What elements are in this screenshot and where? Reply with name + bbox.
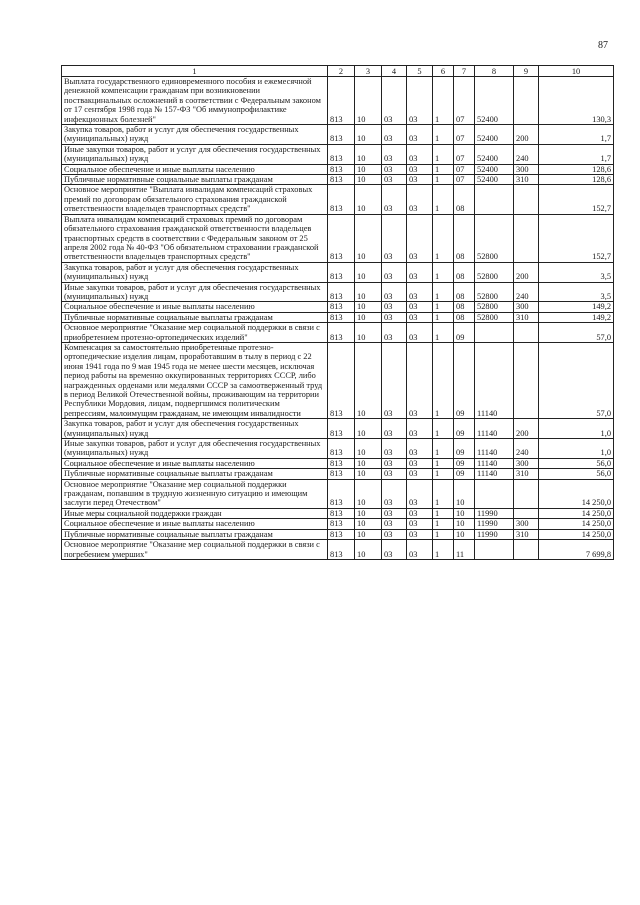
row-code-c7: 08 bbox=[454, 262, 475, 282]
row-code-c9: 300 bbox=[514, 458, 539, 468]
row-code-c5: 03 bbox=[407, 458, 433, 468]
row-code-c4: 03 bbox=[382, 479, 407, 508]
page-number: 87 bbox=[598, 40, 608, 51]
row-code-c8: 11140 bbox=[475, 439, 514, 459]
row-code-c5: 03 bbox=[407, 529, 433, 539]
row-code-c2: 813 bbox=[328, 519, 355, 529]
row-code-c8 bbox=[475, 185, 514, 214]
row-code-c3: 10 bbox=[355, 540, 382, 560]
row-code-c6: 1 bbox=[433, 312, 454, 322]
row-code-c8: 11990 bbox=[475, 508, 514, 518]
row-code-c3: 10 bbox=[355, 439, 382, 459]
row-amount: 14 250,0 bbox=[539, 508, 614, 518]
row-code-c8: 52800 bbox=[475, 282, 514, 302]
row-code-c7: 08 bbox=[454, 302, 475, 312]
table-row bbox=[62, 125, 614, 145]
row-name: Основное мероприятие "Оказание мер социальной поддержки в связи с погребением умерших" bbox=[62, 540, 328, 560]
row-amount: 56,0 bbox=[539, 458, 614, 468]
row-code-c7: 10 bbox=[454, 508, 475, 518]
row-code-c9 bbox=[514, 342, 539, 418]
row-amount: 1,7 bbox=[539, 125, 614, 145]
row-code-c6: 1 bbox=[433, 77, 454, 125]
column-header-3: 3 bbox=[355, 66, 382, 77]
row-code-c7: 09 bbox=[454, 458, 475, 468]
row-code-c7: 08 bbox=[454, 312, 475, 322]
row-code-c7: 07 bbox=[454, 77, 475, 125]
row-code-c7: 07 bbox=[454, 164, 475, 174]
row-name: Выплата инвалидам компенсаций страховых премий по договорам обязательного страхования гражданской ответственности владельцев транспортных средств в соответствии с Федеральным законом от 25 апреля 2002 года № 40-ФЗ "Об обязательном страховании гражданской ответственности владельцев транспортных средств" bbox=[62, 214, 328, 262]
row-amount: 149,2 bbox=[539, 312, 614, 322]
row-code-c6: 1 bbox=[433, 185, 454, 214]
table-row bbox=[62, 164, 614, 174]
table-row bbox=[62, 458, 614, 468]
row-code-c6: 1 bbox=[433, 302, 454, 312]
row-code-c9: 200 bbox=[514, 419, 539, 439]
row-name: Публичные нормативные социальные выплаты гражданам bbox=[62, 469, 328, 479]
table-row bbox=[62, 419, 614, 439]
row-code-c5: 03 bbox=[407, 77, 433, 125]
table-row bbox=[62, 77, 614, 125]
row-amount: 1,0 bbox=[539, 419, 614, 439]
row-amount: 57,0 bbox=[539, 323, 614, 343]
row-code-c9: 300 bbox=[514, 164, 539, 174]
column-header-4: 4 bbox=[382, 66, 407, 77]
row-code-c4: 03 bbox=[382, 282, 407, 302]
row-name: Социальное обеспечение и иные выплаты населению bbox=[62, 302, 328, 312]
row-code-c7: 07 bbox=[454, 144, 475, 164]
row-code-c6: 1 bbox=[433, 540, 454, 560]
row-code-c4: 03 bbox=[382, 469, 407, 479]
row-code-c8: 52800 bbox=[475, 262, 514, 282]
row-code-c5: 03 bbox=[407, 419, 433, 439]
row-code-c7: 10 bbox=[454, 519, 475, 529]
table-row bbox=[62, 342, 614, 418]
row-code-c2: 813 bbox=[328, 323, 355, 343]
table-header bbox=[62, 66, 614, 77]
row-code-c2: 813 bbox=[328, 419, 355, 439]
table-row bbox=[62, 323, 614, 343]
row-code-c2: 813 bbox=[328, 144, 355, 164]
row-amount: 1,7 bbox=[539, 144, 614, 164]
row-code-c9 bbox=[514, 508, 539, 518]
row-code-c4: 03 bbox=[382, 508, 407, 518]
row-code-c6: 1 bbox=[433, 342, 454, 418]
row-code-c9: 300 bbox=[514, 519, 539, 529]
column-header-5: 5 bbox=[407, 66, 433, 77]
row-code-c3: 10 bbox=[355, 77, 382, 125]
row-code-c3: 10 bbox=[355, 282, 382, 302]
row-code-c4: 03 bbox=[382, 458, 407, 468]
row-code-c3: 10 bbox=[355, 185, 382, 214]
row-code-c3: 10 bbox=[355, 262, 382, 282]
row-code-c3: 10 bbox=[355, 175, 382, 185]
row-code-c3: 10 bbox=[355, 323, 382, 343]
row-amount: 149,2 bbox=[539, 302, 614, 312]
row-code-c6: 1 bbox=[433, 282, 454, 302]
row-amount: 14 250,0 bbox=[539, 519, 614, 529]
row-code-c3: 10 bbox=[355, 144, 382, 164]
row-name: Социальное обеспечение и иные выплаты населению bbox=[62, 458, 328, 468]
row-code-c4: 03 bbox=[382, 323, 407, 343]
row-code-c6: 1 bbox=[433, 419, 454, 439]
column-header-1: 1 bbox=[62, 66, 328, 77]
row-code-c5: 03 bbox=[407, 540, 433, 560]
column-header-7: 7 bbox=[454, 66, 475, 77]
row-code-c4: 03 bbox=[382, 519, 407, 529]
row-code-c2: 813 bbox=[328, 214, 355, 262]
row-code-c4: 03 bbox=[382, 302, 407, 312]
column-header-9: 9 bbox=[514, 66, 539, 77]
row-code-c8 bbox=[475, 479, 514, 508]
table-row bbox=[62, 508, 614, 518]
row-code-c4: 03 bbox=[382, 185, 407, 214]
row-code-c5: 03 bbox=[407, 214, 433, 262]
row-code-c2: 813 bbox=[328, 540, 355, 560]
row-code-c9 bbox=[514, 323, 539, 343]
row-name: Закупка товаров, работ и услуг для обеспечения государственных (муниципальных) нужд bbox=[62, 125, 328, 145]
row-amount: 152,7 bbox=[539, 185, 614, 214]
row-code-c5: 03 bbox=[407, 439, 433, 459]
header-row bbox=[62, 66, 614, 77]
row-code-c9 bbox=[514, 214, 539, 262]
row-code-c6: 1 bbox=[433, 469, 454, 479]
row-code-c9: 240 bbox=[514, 144, 539, 164]
row-code-c4: 03 bbox=[382, 214, 407, 262]
row-code-c6: 1 bbox=[433, 214, 454, 262]
row-name: Основное мероприятие "Выплата инвалидам компенсаций страховых премий по договорам обязательного страхования гражданской ответственности владельцев транспортных средств" bbox=[62, 185, 328, 214]
row-code-c3: 10 bbox=[355, 302, 382, 312]
row-code-c4: 03 bbox=[382, 77, 407, 125]
row-code-c2: 813 bbox=[328, 77, 355, 125]
row-code-c2: 813 bbox=[328, 458, 355, 468]
row-code-c9: 240 bbox=[514, 282, 539, 302]
row-name: Иные закупки товаров, работ и услуг для обеспечения государственных (муниципальных) нужд bbox=[62, 144, 328, 164]
row-code-c4: 03 bbox=[382, 540, 407, 560]
row-code-c8: 11140 bbox=[475, 342, 514, 418]
row-code-c2: 813 bbox=[328, 439, 355, 459]
row-code-c7: 11 bbox=[454, 540, 475, 560]
row-code-c5: 03 bbox=[407, 175, 433, 185]
row-code-c4: 03 bbox=[382, 164, 407, 174]
row-name: Основное мероприятие "Оказание мер социальной поддержки в связи с приобретением протезно-ортопедических изделий" bbox=[62, 323, 328, 343]
row-code-c4: 03 bbox=[382, 125, 407, 145]
row-code-c7: 10 bbox=[454, 479, 475, 508]
row-code-c3: 10 bbox=[355, 458, 382, 468]
row-name: Иные закупки товаров, работ и услуг для обеспечения государственных (муниципальных) нужд bbox=[62, 282, 328, 302]
row-code-c6: 1 bbox=[433, 458, 454, 468]
row-code-c8: 52400 bbox=[475, 164, 514, 174]
row-code-c3: 10 bbox=[355, 529, 382, 539]
row-code-c2: 813 bbox=[328, 282, 355, 302]
row-amount: 7 699,8 bbox=[539, 540, 614, 560]
row-code-c9: 310 bbox=[514, 312, 539, 322]
row-name: Социальное обеспечение и иные выплаты населению bbox=[62, 164, 328, 174]
row-code-c6: 1 bbox=[433, 125, 454, 145]
row-code-c8 bbox=[475, 323, 514, 343]
row-code-c4: 03 bbox=[382, 144, 407, 164]
table-row bbox=[62, 439, 614, 459]
row-code-c7: 09 bbox=[454, 469, 475, 479]
row-name: Выплата государственного единовременного пособия и ежемесячной денежной компенсации гражданам при возникновении поствакцинальных осложнений в соответствии с Федеральным законом от 17 сентября 1998 года № 157-ФЗ "Об иммунопрофилактике инфекционных болезней" bbox=[62, 77, 328, 125]
row-code-c2: 813 bbox=[328, 164, 355, 174]
row-code-c5: 03 bbox=[407, 164, 433, 174]
row-code-c3: 10 bbox=[355, 342, 382, 418]
row-amount: 128,6 bbox=[539, 175, 614, 185]
row-code-c6: 1 bbox=[433, 144, 454, 164]
row-amount: 130,3 bbox=[539, 77, 614, 125]
row-code-c6: 1 bbox=[433, 175, 454, 185]
row-code-c3: 10 bbox=[355, 125, 382, 145]
row-code-c9: 310 bbox=[514, 175, 539, 185]
row-code-c5: 03 bbox=[407, 125, 433, 145]
row-code-c9: 240 bbox=[514, 439, 539, 459]
row-code-c6: 1 bbox=[433, 323, 454, 343]
row-code-c8: 11140 bbox=[475, 469, 514, 479]
row-amount: 3,5 bbox=[539, 282, 614, 302]
row-code-c3: 10 bbox=[355, 164, 382, 174]
row-code-c4: 03 bbox=[382, 419, 407, 439]
row-name: Закупка товаров, работ и услуг для обеспечения государственных (муниципальных) нужд bbox=[62, 262, 328, 282]
row-amount: 152,7 bbox=[539, 214, 614, 262]
table-row bbox=[62, 479, 614, 508]
table-row bbox=[62, 185, 614, 214]
row-name: Публичные нормативные социальные выплаты гражданам bbox=[62, 175, 328, 185]
row-code-c8: 11990 bbox=[475, 519, 514, 529]
row-code-c8: 52400 bbox=[475, 77, 514, 125]
row-code-c3: 10 bbox=[355, 214, 382, 262]
row-code-c4: 03 bbox=[382, 529, 407, 539]
row-code-c8 bbox=[475, 540, 514, 560]
row-code-c9 bbox=[514, 185, 539, 214]
row-code-c4: 03 bbox=[382, 439, 407, 459]
row-amount: 1,0 bbox=[539, 439, 614, 459]
budget-table bbox=[61, 65, 614, 560]
row-amount: 57,0 bbox=[539, 342, 614, 418]
row-code-c5: 03 bbox=[407, 312, 433, 322]
row-code-c5: 03 bbox=[407, 144, 433, 164]
row-code-c7: 09 bbox=[454, 323, 475, 343]
row-code-c6: 1 bbox=[433, 519, 454, 529]
row-name: Основное мероприятие "Оказание мер социальной поддержки гражданам, попавшим в трудную жизненную ситуацию и имеющим заслуги перед Отечеством" bbox=[62, 479, 328, 508]
row-code-c9 bbox=[514, 540, 539, 560]
row-code-c7: 10 bbox=[454, 529, 475, 539]
row-name: Иные закупки товаров, работ и услуг для обеспечения государственных (муниципальных) нужд bbox=[62, 439, 328, 459]
row-code-c3: 10 bbox=[355, 479, 382, 508]
row-code-c7: 09 bbox=[454, 342, 475, 418]
table-row bbox=[62, 302, 614, 312]
row-code-c5: 03 bbox=[407, 342, 433, 418]
row-code-c5: 03 bbox=[407, 282, 433, 302]
row-code-c2: 813 bbox=[328, 175, 355, 185]
row-code-c5: 03 bbox=[407, 185, 433, 214]
row-code-c9: 200 bbox=[514, 125, 539, 145]
row-code-c7: 08 bbox=[454, 214, 475, 262]
row-code-c5: 03 bbox=[407, 508, 433, 518]
row-code-c8: 52800 bbox=[475, 302, 514, 312]
row-code-c2: 813 bbox=[328, 529, 355, 539]
table-body bbox=[62, 77, 614, 560]
row-code-c7: 09 bbox=[454, 439, 475, 459]
row-amount: 56,0 bbox=[539, 469, 614, 479]
row-code-c8: 52400 bbox=[475, 144, 514, 164]
table-row bbox=[62, 540, 614, 560]
row-code-c8: 52400 bbox=[475, 125, 514, 145]
row-code-c7: 07 bbox=[454, 125, 475, 145]
table-row bbox=[62, 214, 614, 262]
row-name: Публичные нормативные социальные выплаты гражданам bbox=[62, 312, 328, 322]
row-code-c4: 03 bbox=[382, 312, 407, 322]
column-header-6: 6 bbox=[433, 66, 454, 77]
table-row bbox=[62, 312, 614, 322]
table-row bbox=[62, 262, 614, 282]
row-code-c2: 813 bbox=[328, 302, 355, 312]
row-code-c5: 03 bbox=[407, 323, 433, 343]
row-code-c5: 03 bbox=[407, 519, 433, 529]
row-code-c6: 1 bbox=[433, 529, 454, 539]
table-row bbox=[62, 469, 614, 479]
row-amount: 14 250,0 bbox=[539, 479, 614, 508]
row-code-c4: 03 bbox=[382, 262, 407, 282]
row-code-c2: 813 bbox=[328, 479, 355, 508]
row-code-c6: 1 bbox=[433, 439, 454, 459]
table-row bbox=[62, 175, 614, 185]
row-code-c3: 10 bbox=[355, 469, 382, 479]
row-code-c3: 10 bbox=[355, 519, 382, 529]
column-header-2: 2 bbox=[328, 66, 355, 77]
row-code-c7: 09 bbox=[454, 419, 475, 439]
row-code-c2: 813 bbox=[328, 262, 355, 282]
row-name: Иные меры социальной поддержки граждан bbox=[62, 508, 328, 518]
row-code-c8: 11140 bbox=[475, 458, 514, 468]
row-code-c2: 813 bbox=[328, 469, 355, 479]
row-code-c2: 813 bbox=[328, 125, 355, 145]
row-name: Публичные нормативные социальные выплаты гражданам bbox=[62, 529, 328, 539]
row-code-c6: 1 bbox=[433, 262, 454, 282]
row-name: Компенсация за самостоятельно приобретенные протезно-ортопедические изделия лицам, проработавшим в тылу в период с 22 июня 1941 года по 9 мая 1945 года не менее шести месяцев, исключая период работы на временно оккупированных территориях СССР, либо награжденных орденами или медалями СССР за самоотверженный труд в период Великой Отечественной войны, проживающим на территории Республики Мордовия, лицам, подвергшимся политическим репрессиям, малоимущим гражданам, не имеющим инвалидности bbox=[62, 342, 328, 418]
row-code-c6: 1 bbox=[433, 479, 454, 508]
row-code-c6: 1 bbox=[433, 164, 454, 174]
row-code-c8: 52400 bbox=[475, 175, 514, 185]
row-code-c8: 52800 bbox=[475, 214, 514, 262]
row-code-c7: 07 bbox=[454, 175, 475, 185]
row-code-c9: 310 bbox=[514, 469, 539, 479]
row-code-c4: 03 bbox=[382, 342, 407, 418]
row-code-c8: 52800 bbox=[475, 312, 514, 322]
row-code-c7: 08 bbox=[454, 185, 475, 214]
table-row bbox=[62, 529, 614, 539]
row-code-c7: 08 bbox=[454, 282, 475, 302]
table-row bbox=[62, 144, 614, 164]
row-code-c9 bbox=[514, 479, 539, 508]
column-header-8: 8 bbox=[475, 66, 514, 77]
row-code-c8: 11990 bbox=[475, 529, 514, 539]
row-code-c3: 10 bbox=[355, 419, 382, 439]
row-code-c4: 03 bbox=[382, 175, 407, 185]
table-row bbox=[62, 519, 614, 529]
row-code-c5: 03 bbox=[407, 479, 433, 508]
row-code-c3: 10 bbox=[355, 312, 382, 322]
row-name: Закупка товаров, работ и услуг для обеспечения государственных (муниципальных) нужд bbox=[62, 419, 328, 439]
row-code-c2: 813 bbox=[328, 342, 355, 418]
row-amount: 3,5 bbox=[539, 262, 614, 282]
row-code-c9: 310 bbox=[514, 529, 539, 539]
row-code-c2: 813 bbox=[328, 185, 355, 214]
row-code-c3: 10 bbox=[355, 508, 382, 518]
row-code-c2: 813 bbox=[328, 312, 355, 322]
table-row bbox=[62, 282, 614, 302]
row-code-c9 bbox=[514, 77, 539, 125]
row-code-c9: 300 bbox=[514, 302, 539, 312]
column-header-10: 10 bbox=[539, 66, 614, 77]
row-code-c5: 03 bbox=[407, 262, 433, 282]
row-name: Социальное обеспечение и иные выплаты населению bbox=[62, 519, 328, 529]
row-code-c8: 11140 bbox=[475, 419, 514, 439]
row-amount: 14 250,0 bbox=[539, 529, 614, 539]
row-code-c5: 03 bbox=[407, 302, 433, 312]
row-amount: 128,6 bbox=[539, 164, 614, 174]
row-code-c5: 03 bbox=[407, 469, 433, 479]
row-code-c6: 1 bbox=[433, 508, 454, 518]
row-code-c9: 200 bbox=[514, 262, 539, 282]
row-code-c2: 813 bbox=[328, 508, 355, 518]
